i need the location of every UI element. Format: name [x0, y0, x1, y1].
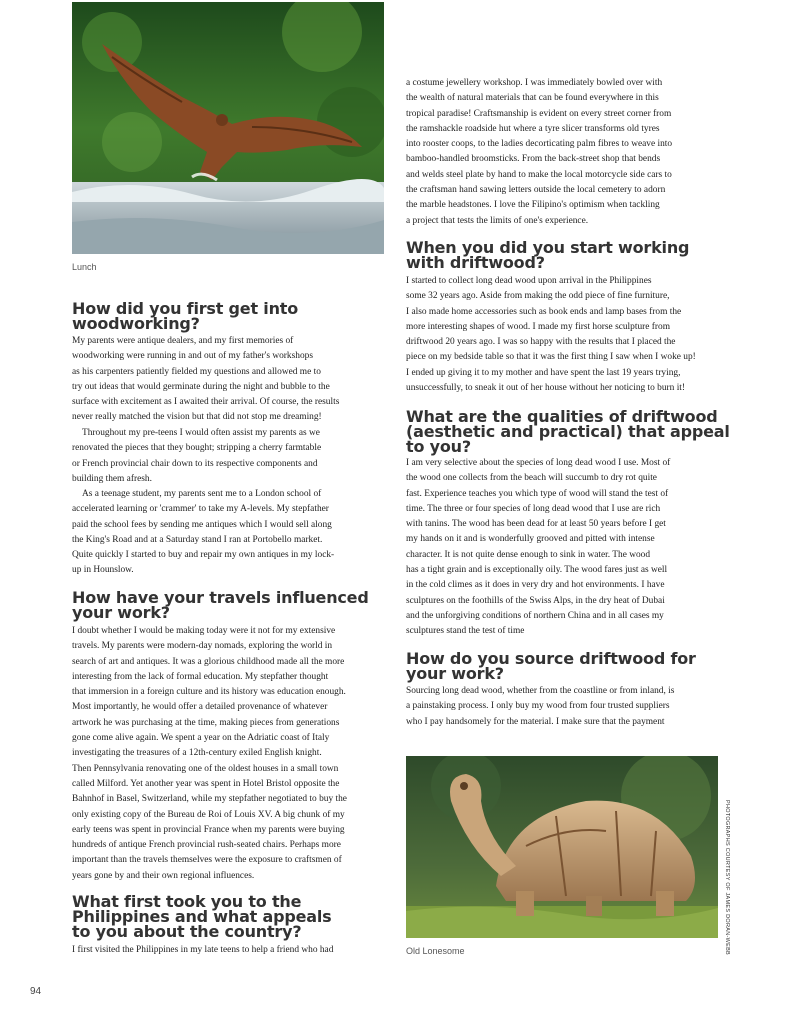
text-line: never really matched the vision but that did not stop me dreaming! — [72, 412, 322, 423]
text-line: renovated the pieces that they bought; stripping a cherry farmtable — [72, 443, 322, 454]
photo-credit: PHOTOGRAPHS COURTESY OF JAMES DORAN-WEBB — [724, 800, 730, 956]
text-line: Throughout my pre-teens I would often assist my parents as we — [82, 428, 320, 438]
text-line: gone come alive again. We spent a year on the Adriatic coast of Italy — [72, 733, 330, 744]
paragraph-driftwood-start — [406, 274, 718, 396]
text-line: I started to collect long dead wood upon arrival in the Philippines — [406, 276, 652, 286]
heading-line: to you? — [406, 437, 471, 456]
text-line: up in Hounslow. — [72, 565, 134, 576]
text-line: building them afresh. — [72, 473, 152, 484]
text-line: artwork he was purchasing at the time, making pieces from generations — [72, 717, 340, 728]
text-line: called Milford. Yet another year was spent in Hotel Bristol opposite the — [72, 778, 340, 789]
heading-line: Philippines and what appeals — [72, 907, 332, 926]
text-line: some 32 years ago. Aside from making the odd piece of fine furniture, — [406, 291, 670, 302]
text-line: bamboo-handled broomsticks. From the back-street shop that bends — [406, 154, 661, 165]
text-line: My parents were antique dealers, and my first memories of — [72, 336, 294, 346]
heading-line: How did you first get into — [72, 299, 298, 318]
text-line: fast. Experience teaches you which type of wood will stand the test of — [406, 488, 669, 499]
text-line: driftwood 20 years ago. I was so happy with the results that I placed the — [406, 337, 676, 348]
text-line: I am very selective about the species of long dead wood I use. Most of — [406, 458, 671, 468]
section-heading-woodworking — [72, 301, 298, 331]
heading-line: How have your travels influenced — [72, 588, 369, 607]
paragraph-philippines-start — [72, 943, 384, 958]
section-heading-qualities — [406, 409, 730, 454]
text-line: investigating the treasures of a 12th-century exiled English knight. — [72, 748, 322, 759]
text-line: search of art and antiques. It was a glorious childhood made all the more — [72, 656, 345, 667]
text-line: as his carpenters patiently fielded my questions and allowed me to — [72, 366, 321, 377]
text-line: As a teenage student, my parents sent me to a London school of — [82, 489, 322, 499]
text-line: character. It is not quite dense enough to sink in water. The wood — [406, 549, 651, 560]
text-line: tropical paradise! Craftsmanship is evident on every street corner from — [406, 108, 672, 119]
text-line: a costume jewellery workshop. I was immediately bowled over with — [406, 78, 663, 88]
text-line: I ended up giving it to my mother and have spent the last 19 years trying, — [406, 367, 681, 378]
text-line: my hands on it and is wonderfully grooved and pitted with intense — [406, 534, 655, 545]
text-line: years gone by and their own regional influences. — [72, 870, 255, 881]
text-line: Then Pennsylvania renovating one of the oldest houses in a small town — [72, 763, 339, 774]
text-line: into rooster coops, to the ladies decorticating palm fibres to weave into — [406, 139, 673, 150]
text-line: I doubt whether I would be making today were it not for my extensive — [72, 626, 336, 636]
section-heading-driftwood-start — [406, 240, 689, 270]
text-line: I first visited the Philippines in my late teens to help a friend who had — [72, 945, 334, 955]
heading-line: with driftwood? — [406, 253, 545, 272]
text-line: a project that tests the limits of one's experience. — [406, 215, 589, 226]
text-line: early teens was spent in provincial France when my parents were buying — [72, 824, 345, 835]
eagle-photo-caption: Lunch — [72, 262, 97, 272]
text-line: unsuccessfully, to sneak it out of her house without her noticing to burn it! — [406, 383, 686, 394]
text-line: with tanins. The wood has been dead for at least 50 years before I get — [406, 519, 666, 530]
text-line: the wood one collects from the beach will succumb to dry rot quite — [406, 473, 657, 484]
text-line: woodworking were running in and out of my father's workshops — [72, 351, 313, 362]
text-line: time. The three or four species of long dead wood that I use are rich — [406, 503, 661, 514]
text-line: Most importantly, he would offer a detailed provenance of whatever — [72, 702, 328, 713]
section-heading-sourcing — [406, 651, 696, 681]
heading-line: your work? — [406, 664, 504, 683]
tortoise-sculpture-photo — [406, 756, 718, 938]
text-line: the marble headstones. I love the Filipino's optimism when tackling — [406, 200, 660, 211]
text-line: the ramshackle roadside hut where a tyre slicer transforms old tyres — [406, 123, 660, 134]
paragraph-woodworking-1 — [72, 334, 384, 426]
eagle-sculpture-illustration — [72, 2, 384, 254]
heading-line: woodworking? — [72, 314, 200, 333]
text-line: only existing copy of the Bureau de Roi of Louis XV. A big chunk of my — [72, 809, 345, 820]
paragraph-woodworking-3 — [72, 487, 384, 579]
heading-line: (aesthetic and practical) that appeal — [406, 422, 730, 441]
heading-line: When you did you start working — [406, 238, 690, 257]
section-heading-philippines — [72, 894, 331, 939]
text-line: the craftsman hand sawing letters outside the local cemetery to adorn — [406, 185, 666, 196]
text-line: that immersion in a foreign culture and its history was education enough. — [72, 687, 346, 698]
text-line: interesting from the lack of formal education. My stepfather thought — [72, 671, 329, 682]
text-line: or French provincial chair down to its respective components and — [72, 458, 318, 469]
tortoise-photo-caption: Old Lonesome — [406, 946, 465, 956]
paragraph-woodworking-2 — [72, 426, 384, 487]
text-line: hundreds of antique French provincial rush-seated chairs. Perhaps more — [72, 840, 341, 851]
text-line: in the cold climes as it does in very dry and hot environments. I have — [406, 580, 665, 591]
text-line: try out ideas that would germinate during the night and bubble to the — [72, 381, 330, 392]
text-line: sculptures stand the test of time — [406, 626, 525, 637]
text-line: travels. My parents were modern-day nomads, exploring the world in — [72, 641, 333, 652]
text-line: the King's Road and at a Saturday stand I ran at Portobello market. — [72, 534, 323, 545]
tortoise-sculpture-illustration — [406, 756, 718, 938]
text-line: piece on my bedside table so that it was the first thing I saw when I woke up! — [406, 352, 696, 363]
text-line: surface with excitement as I awaited their arrival. Of course, the results — [72, 397, 340, 408]
heading-line: How do you source driftwood for — [406, 649, 696, 668]
text-line: Bahnhof in Basel, Switzerland, while my stepfather negotiated to buy the — [72, 794, 347, 805]
text-line: the wealth of natural materials that can be found everywhere in this — [406, 93, 659, 104]
text-line: and welds steel plate by hand to make the local motorcycle side cars to — [406, 169, 672, 180]
heading-line: to you about the country? — [72, 922, 302, 941]
text-line: paid the school fees by sending me antiques which I would sell along — [72, 519, 332, 530]
paragraph-qualities — [406, 456, 718, 640]
heading-line: your work? — [72, 603, 170, 622]
page-number: 94 — [30, 986, 42, 997]
text-line: a painstaking process. I only buy my wood from four trusted suppliers — [406, 701, 670, 712]
text-line: Sourcing long dead wood, whether from the coastline or from inland, is — [406, 686, 675, 696]
text-line: has a tight grain and is exceptionally oily. The wood fares just as well — [406, 565, 668, 576]
text-line: Quite quickly I started to buy and repair my own antiques in my lock- — [72, 550, 335, 561]
heading-line: What are the qualities of driftwood — [406, 407, 718, 426]
eagle-sculpture-photo — [72, 2, 384, 254]
paragraph-travels — [72, 624, 384, 884]
text-line: sculptures on the foothills of the Swiss Alps, in the dry heat of Dubai — [406, 595, 665, 606]
text-line: important than the travels themselves were the exposure to craftsmen of — [72, 855, 342, 866]
text-line: who I pay handsomely for the material. I make sure that the payment — [406, 716, 665, 727]
text-line: more interesting shapes of wood. I made my first horse sculpture from — [406, 321, 670, 332]
section-heading-travels — [72, 590, 369, 620]
text-line: I also made home accessories such as book ends and lamp bases from the — [406, 306, 682, 317]
text-line: accelerated learning or 'crammer' to take my A-levels. My stepfather — [72, 504, 329, 515]
paragraph-philippines-continued — [406, 76, 718, 229]
text-line: and the unforgiving conditions of northern China and in all cases my — [406, 610, 664, 621]
paragraph-sourcing — [406, 684, 718, 730]
heading-line: What first took you to the — [72, 892, 302, 911]
